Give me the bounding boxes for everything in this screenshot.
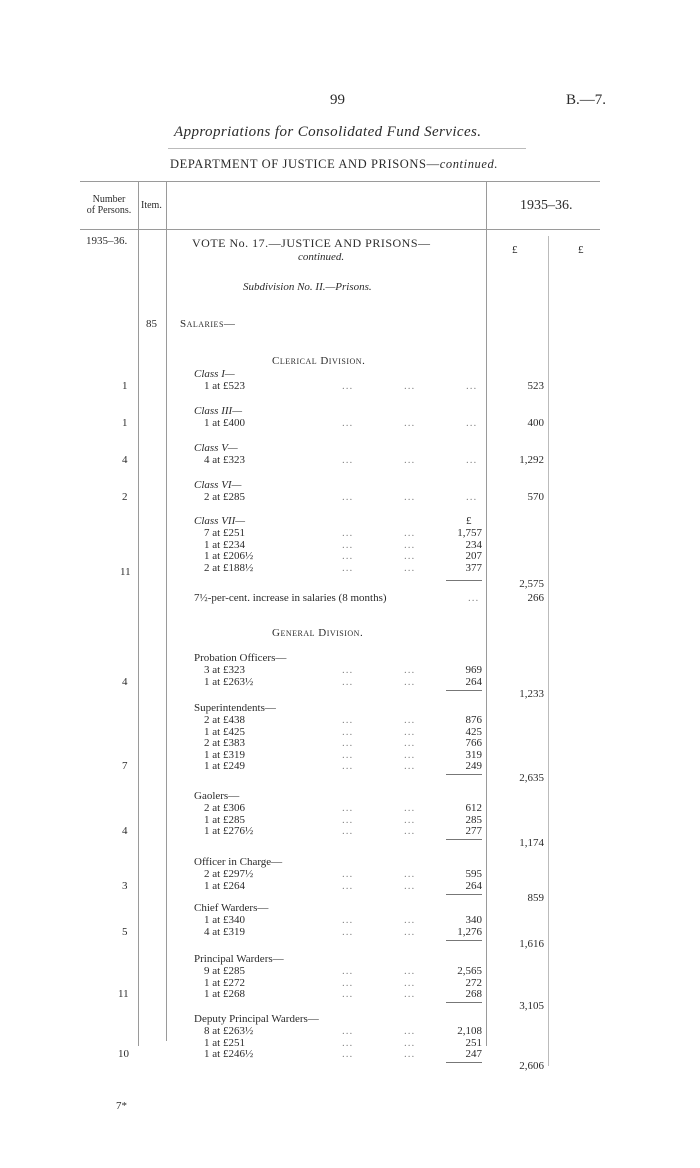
- department-title: [170, 157, 498, 172]
- leader-dots: ...: [466, 380, 478, 392]
- leader-dots: ...: [404, 737, 416, 749]
- col-divider-totals: [548, 236, 549, 1066]
- class-total: 1,292: [519, 454, 544, 466]
- group-total: 1,616: [519, 937, 544, 950]
- clerical-division-heading: Clerical Division.: [272, 355, 366, 367]
- subtotal-rule: [446, 940, 482, 941]
- leader-dots: ...: [404, 675, 416, 688]
- pound-header-2: £: [578, 244, 584, 256]
- group-total: 2,635: [519, 772, 544, 784]
- item-number: 85: [146, 318, 157, 330]
- rate-amount: 2,108: [457, 1025, 482, 1037]
- rate-amount: 425: [465, 725, 482, 738]
- leader-dots: ...: [404, 527, 416, 539]
- rate-amount: 319: [465, 748, 482, 761]
- class-rate-line: 4 at £323: [204, 454, 245, 466]
- col-divider-amounts: [486, 181, 487, 1046]
- leader-dots: ...: [404, 417, 416, 429]
- leader-dots: ...: [342, 454, 354, 466]
- rate-amount: 285: [465, 813, 482, 826]
- leader-dots: ...: [342, 491, 354, 503]
- subtotal-rule: [446, 774, 482, 775]
- rate-line: 7 at £251: [204, 527, 245, 539]
- general-division-heading: General Division.: [272, 627, 364, 639]
- rate-line: 1 at £276½: [204, 825, 254, 837]
- persons-count: 5: [122, 925, 128, 938]
- leader-dots: ...: [342, 714, 354, 726]
- group-label: Gaolers—: [194, 790, 240, 802]
- persons-count: 1: [122, 380, 128, 392]
- group-label: Chief Warders—: [194, 902, 269, 914]
- persons-count: 4: [122, 454, 128, 466]
- page-subtitle: Appropriations for Consolidated Fund Services.: [174, 124, 482, 140]
- leader-dots: ...: [404, 760, 416, 772]
- rate-line: 1 at £285: [204, 813, 245, 826]
- class-vii-total: 2,575: [519, 578, 544, 590]
- rate-line: 2 at £297½: [204, 868, 254, 880]
- leader-dots: ...: [342, 825, 354, 837]
- leader-dots: ...: [342, 725, 354, 738]
- persons-count: 4: [122, 675, 128, 688]
- class-vii-persons: 11: [120, 566, 131, 578]
- leader-dots: ...: [342, 527, 354, 539]
- rate-line: 9 at £285: [204, 965, 245, 977]
- class-total: 400: [527, 417, 544, 429]
- leader-dots: ...: [404, 965, 416, 977]
- department-continued: continued.: [439, 157, 499, 171]
- leader-dots: ...: [404, 813, 416, 826]
- rate-line: 1 at £425: [204, 725, 245, 738]
- rate-amount: 234: [465, 538, 482, 551]
- persons-column-header: Number of Persons.: [86, 194, 132, 216]
- leader-dots: ...: [404, 454, 416, 466]
- class-vii-label: Class VII—: [194, 515, 246, 527]
- pound-header-1: £: [512, 244, 518, 256]
- table-top-rule: [80, 181, 600, 182]
- leader-dots: ...: [342, 550, 354, 562]
- rate-amount: 969: [465, 664, 482, 676]
- item-column-header: Item.: [141, 200, 162, 211]
- year-column-header: 1935–36.: [520, 198, 573, 213]
- leader-dots: ...: [342, 813, 354, 826]
- salaries-heading: Salaries—: [180, 318, 236, 330]
- rate-line: 4 at £319: [204, 925, 245, 938]
- leader-dots: ...: [342, 1025, 354, 1037]
- rate-amount: 595: [465, 868, 482, 880]
- group-label: Superintendents—: [194, 702, 276, 714]
- rate-line: 1 at £206½: [204, 550, 254, 562]
- rate-amount: 249: [465, 760, 482, 772]
- department-main: DEPARTMENT OF JUSTICE AND PRISONS—: [170, 157, 440, 171]
- class-rate-line: 2 at £285: [204, 491, 245, 503]
- rate-line: 1 at £264: [204, 879, 245, 892]
- subtotal-rule: [446, 1002, 482, 1003]
- vote-continued: continued.: [298, 251, 345, 263]
- leader-dots: ...: [466, 454, 478, 466]
- rate-amount: 251: [465, 1036, 482, 1049]
- leader-dots: ...: [404, 976, 416, 989]
- group-total: 859: [527, 891, 544, 904]
- rate-line: 1 at £340: [204, 914, 245, 926]
- class-rate-line: 1 at £400: [204, 417, 245, 429]
- leader-dots: ...: [404, 802, 416, 814]
- rate-line: 3 at £323: [204, 664, 245, 676]
- rate-amount: 766: [465, 737, 482, 749]
- leader-dots: ...: [404, 491, 416, 503]
- rate-amount: 272: [465, 976, 482, 989]
- leader-dots: ...: [342, 965, 354, 977]
- leader-dots: ...: [404, 868, 416, 880]
- class-vii-pound: £: [466, 515, 472, 527]
- group-label: Principal Warders—: [194, 953, 284, 965]
- class-label: Class VI—: [194, 479, 242, 491]
- document-code: B.—7.: [566, 92, 607, 108]
- persons-count: 11: [118, 988, 129, 1000]
- leader-dots: ...: [404, 914, 416, 926]
- rate-line: 1 at £272: [204, 976, 245, 989]
- leader-dots: ...: [342, 748, 354, 761]
- increase-dots: ...: [468, 592, 480, 604]
- year-label-left: 1935–36.: [86, 235, 128, 247]
- persons-count: 10: [118, 1048, 129, 1060]
- group-total: 1,233: [519, 687, 544, 700]
- page-number: 99: [330, 92, 345, 108]
- increase-label: 7½-per-cent. increase in salaries (8 months): [194, 592, 387, 604]
- leader-dots: ...: [342, 737, 354, 749]
- leader-dots: ...: [342, 868, 354, 880]
- leader-dots: ...: [404, 1025, 416, 1037]
- rate-amount: 377: [465, 561, 482, 574]
- leader-dots: ...: [404, 925, 416, 938]
- leader-dots: ...: [342, 1048, 354, 1060]
- class-label: Class I—: [194, 368, 235, 380]
- vote-title: VOTE No. 17.—JUSTICE AND PRISONS—: [192, 236, 431, 250]
- leader-dots: ...: [404, 561, 416, 574]
- leader-dots: ...: [342, 925, 354, 938]
- group-total: 1,174: [519, 837, 544, 849]
- leader-dots: ...: [342, 538, 354, 551]
- rate-line: 8 at £263½: [204, 1025, 254, 1037]
- rate-amount: 612: [465, 802, 482, 814]
- rate-amount: 1,276: [457, 925, 482, 938]
- rate-amount: 277: [465, 825, 482, 837]
- increase-amount: 266: [527, 592, 544, 604]
- footer-mark: 7*: [116, 1100, 127, 1112]
- subtotal-rule: [446, 1062, 482, 1063]
- class-total: 570: [527, 491, 544, 503]
- group-label: Officer in Charge—: [194, 856, 283, 868]
- leader-dots: ...: [466, 491, 478, 503]
- leader-dots: ...: [342, 976, 354, 989]
- group-label: Deputy Principal Warders—: [194, 1013, 319, 1025]
- leader-dots: ...: [342, 561, 354, 574]
- leader-dots: ...: [342, 914, 354, 926]
- leader-dots: ...: [404, 988, 416, 1000]
- class-vii-subtotal-rule: [446, 580, 482, 581]
- class-label: Class III—: [194, 405, 242, 417]
- col-divider-item: [166, 181, 167, 1041]
- leader-dots: ...: [404, 550, 416, 562]
- rate-amount: 264: [465, 675, 482, 688]
- leader-dots: ...: [342, 417, 354, 429]
- subtotal-rule: [446, 894, 482, 895]
- rate-line: 1 at £251: [204, 1036, 245, 1049]
- leader-dots: ...: [342, 664, 354, 676]
- leader-dots: ...: [404, 725, 416, 738]
- rate-line: 1 at £246½: [204, 1048, 254, 1060]
- persons-count: 7: [122, 760, 128, 772]
- rate-amount: 2,565: [457, 965, 482, 977]
- leader-dots: ...: [466, 417, 478, 429]
- leader-dots: ...: [404, 1048, 416, 1060]
- rate-line: 2 at £306: [204, 802, 245, 814]
- class-label: Class V—: [194, 442, 238, 454]
- subtitle-rule: [168, 148, 526, 149]
- rate-line: 2 at £383: [204, 737, 245, 749]
- leader-dots: ...: [342, 802, 354, 814]
- persons-count: 2: [122, 491, 128, 503]
- rate-amount: 1,757: [457, 527, 482, 539]
- rate-line: 1 at £249: [204, 760, 245, 772]
- leader-dots: ...: [404, 538, 416, 551]
- rate-line: 1 at £319: [204, 748, 245, 761]
- class-rate-line: 1 at £523: [204, 380, 245, 392]
- persons-count: 3: [122, 879, 128, 892]
- leader-dots: ...: [342, 879, 354, 892]
- subtotal-rule: [446, 839, 482, 840]
- subdivision-title: Subdivision No. II.—Prisons.: [243, 281, 372, 293]
- table-header-rule: [80, 229, 600, 230]
- leader-dots: ...: [342, 380, 354, 392]
- subtotal-rule: [446, 690, 482, 691]
- col-divider-persons: [138, 181, 139, 1046]
- rate-amount: 264: [465, 879, 482, 892]
- leader-dots: ...: [404, 879, 416, 892]
- group-total: 2,606: [519, 1060, 544, 1072]
- rate-amount: 207: [465, 550, 482, 562]
- persons-count: 1: [122, 417, 128, 429]
- class-total: 523: [527, 380, 544, 392]
- group-label: Probation Officers—: [194, 652, 287, 664]
- group-total: 3,105: [519, 1000, 544, 1012]
- leader-dots: ...: [404, 714, 416, 726]
- leader-dots: ...: [404, 1036, 416, 1049]
- leader-dots: ...: [404, 748, 416, 761]
- persons-count: 4: [122, 825, 128, 837]
- rate-line: 1 at £268: [204, 988, 245, 1000]
- leader-dots: ...: [404, 664, 416, 676]
- rate-line: 1 at £234: [204, 538, 245, 551]
- leader-dots: ...: [342, 675, 354, 688]
- rate-line: 2 at £438: [204, 714, 245, 726]
- leader-dots: ...: [342, 760, 354, 772]
- leader-dots: ...: [342, 1036, 354, 1049]
- leader-dots: ...: [342, 988, 354, 1000]
- leader-dots: ...: [404, 380, 416, 392]
- rate-amount: 247: [465, 1048, 482, 1060]
- rate-line: 1 at £263½: [204, 675, 254, 688]
- rate-amount: 268: [465, 988, 482, 1000]
- rate-amount: 340: [465, 914, 482, 926]
- rate-line: 2 at £188½: [204, 561, 254, 574]
- leader-dots: ...: [404, 825, 416, 837]
- rate-amount: 876: [465, 714, 482, 726]
